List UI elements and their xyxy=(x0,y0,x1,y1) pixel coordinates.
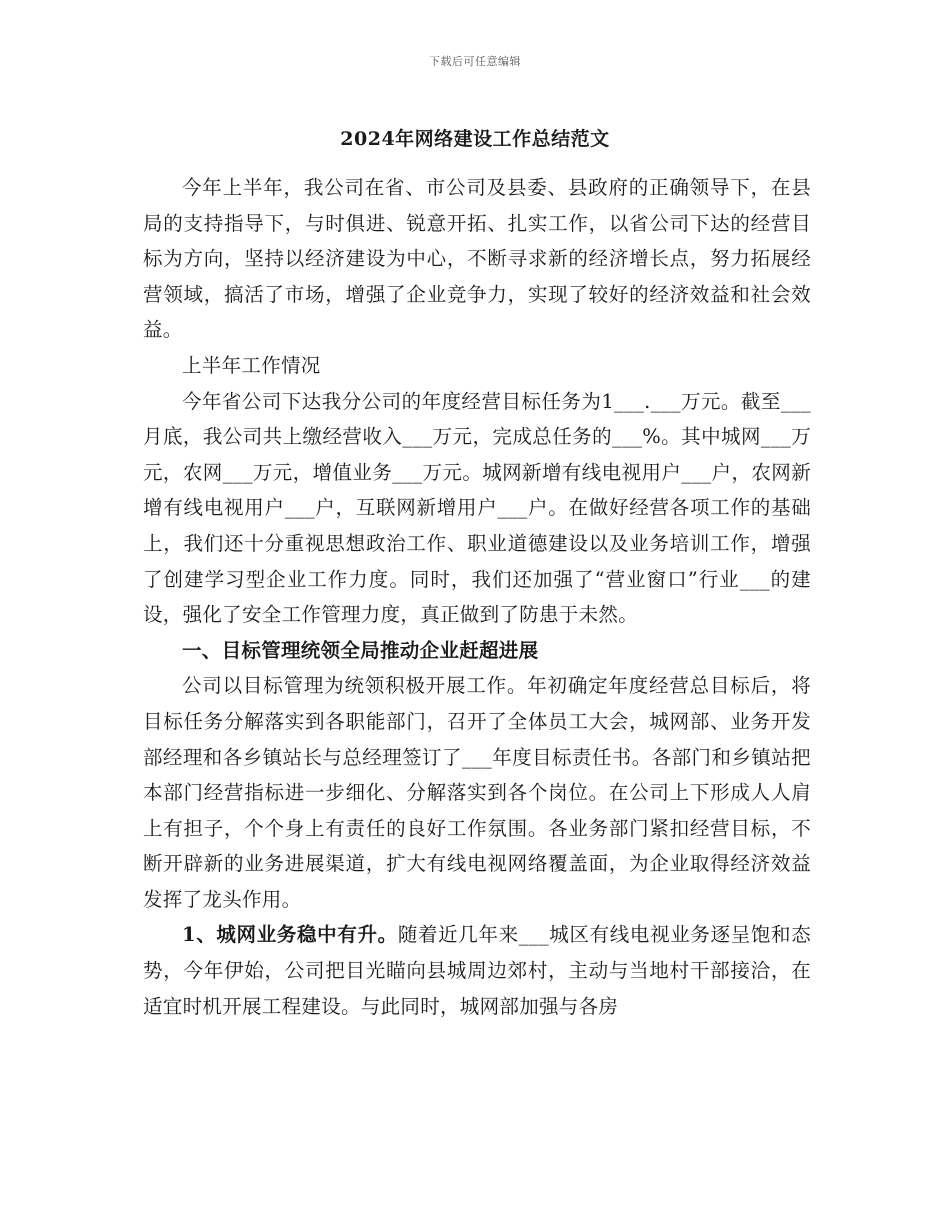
paragraph-urban-network xyxy=(143,917,811,1024)
paragraph-urban-network-lead: 1、城网业务稳中有升。 xyxy=(182,923,398,947)
paragraph-target-management: 公司以目标管理为统领积极开展工作。年初确定年度经营总目标后，将目标任务分解落实到各职能部门，召开了全体员工大会，城网部、业务开发部经理和各乡镇站长与总经理签订了___年度目标责任书。各部门和乡镇站把本部门经营指标进一步细化、分解落实到各个岗位。在公司上下形成人人肩上有担子，个个身上有责任的良好工作氛围。各业务部门紧扣经营目标，不断开辟新的业务进展渠道，扩大有线电视网络覆盖面，为企业取得经济效益发挥了龙头作用。 xyxy=(143,674,811,911)
paragraph-targets: 今年省公司下达我分公司的年度经营目标任务为1___.___万元。截至___月底，我公司共上缴经营收入___万元，完成总任务的___%。其中城网___万元，农网___万元，增值业务___万元。城网新增有线电视用户___户，农网新增有线电视用户___户，互联网新增用户___户。在做好经营各项工作的基础上，我们还十分重视思想政治工作、职业道德建设以及业务培训工作，增强了创建学习型企业工作力度。同时，我们还加强了“营业窗口”行业___的建设，强化了安全工作管理力度，真正做到了防患于未然。 xyxy=(143,389,811,627)
section-label-first-half: 上半年工作情况 xyxy=(182,353,321,377)
page-header-note: 下载后可任意编辑 xyxy=(429,55,521,68)
paragraph-urban-network-text: 随着近几年来___城区有线电视业务逐呈饱和态势，今年伊始，公司把目光瞄向县城周边郊村，主动与当地村干部接洽，在适宜时机开展工程建设。与此同时，城网部加强与各房 xyxy=(143,923,811,1018)
document-body xyxy=(143,170,811,1024)
paragraph-intro: 今年上半年，我公司在省、市公司及县委、县政府的正确领导下，在县局的支持指导下，与时俱进、锐意开拓、扎实工作，以省公司下达的经营目标为方向，坚持以经济建设为中心，不断寻求新的经济增长点，努力拓展经营领域，搞活了市场，增强了企业竞争力，实现了较好的经济效益和社会效益。 xyxy=(143,176,811,342)
document-title: 2024年网络建设工作总结范文 xyxy=(340,128,610,150)
section-heading-1: 一、目标管理统领全局推动企业赶超进展 xyxy=(182,638,539,662)
